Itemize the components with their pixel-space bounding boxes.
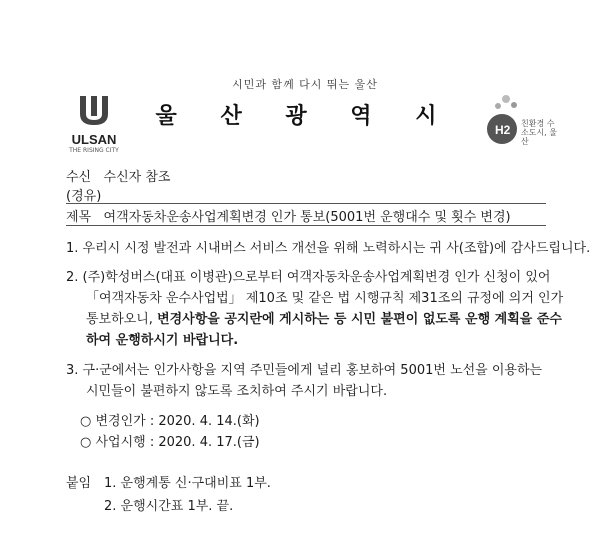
subject-bottom-rule [66, 225, 546, 226]
hydrogen-bubbles-icon [484, 93, 524, 151]
paragraph-2-line-3-normal: 통보하오니, [86, 312, 158, 327]
paragraph-3-line-1: 3. 구·군에서는 인가사항을 지역 주민들에게 널리 홍보하여 5001번 노선을 이용하는 [66, 363, 543, 378]
subject-top-rule [66, 203, 546, 204]
paragraph-3-line-2: 시민들이 불편하지 않도록 조치하여 주시기 바랍니다. [86, 384, 388, 399]
paragraph-2-line-2: 「여객자동차 운수사업법」 제10조 및 같은 법 시행규칙 제31조의 규정에 의거 인가 [86, 291, 564, 306]
ulsan-logo-word: ULSAN [71, 132, 117, 147]
via-row: (경유) [66, 189, 102, 204]
paragraph-2-line-3 [86, 308, 562, 327]
hydrogen-city-logo [484, 93, 564, 153]
hydrogen-mark: H2 [495, 123, 511, 137]
recipient-row [66, 166, 170, 185]
attachment-1: 1. 운행계통 신·구대비표 1부. [104, 476, 271, 491]
subject-label: 제목 [66, 210, 92, 225]
attachment-label: 붙임 [66, 476, 92, 491]
approval-date-item: ○ 변경인가 : 2020. 4. 14.(화) [80, 414, 260, 429]
ulsan-logo-subtitle: THE RISING CITY [69, 147, 119, 154]
organization-name: 울 산 광 역 시 [155, 104, 455, 129]
recipient-label: 수신 [66, 170, 92, 185]
subject-row [66, 206, 511, 225]
paragraph-2-line-3-bold: 변경사항을 공지란에 게시하는 등 시민 불편이 없도록 운행 계획을 준수 [157, 312, 562, 327]
paragraph-2-line-4: 하여 운행하시기 바랍니다. [86, 333, 239, 348]
start-date-item: ○ 사업시행 : 2020. 4. 17.(금) [80, 435, 260, 450]
city-slogan: 시민과 함께 다시 뛰는 울산 [232, 78, 378, 91]
recipient-value: 수신자 참조 [103, 170, 171, 185]
subject-value: 여객자동차운송사업계획변경 인가 통보(5001번 운행대수 및 횟수 변경) [103, 210, 511, 225]
paragraph-1: 1. 우리시 시정 발전과 시내버스 서비스 개선을 위해 노력하시는 귀 사(조합)에 감사드립니다. [66, 241, 591, 256]
hydrogen-city-text: 친환경 수소도시, 울산 [521, 119, 557, 146]
paragraph-2-line-1: 2. (주)학성버스(대표 이병관)으로부터 여객자동차운송사업계획변경 인가 신청이 있어 [66, 270, 551, 285]
attachment-2: 2. 운행시간표 1부. 끝. [104, 499, 234, 514]
